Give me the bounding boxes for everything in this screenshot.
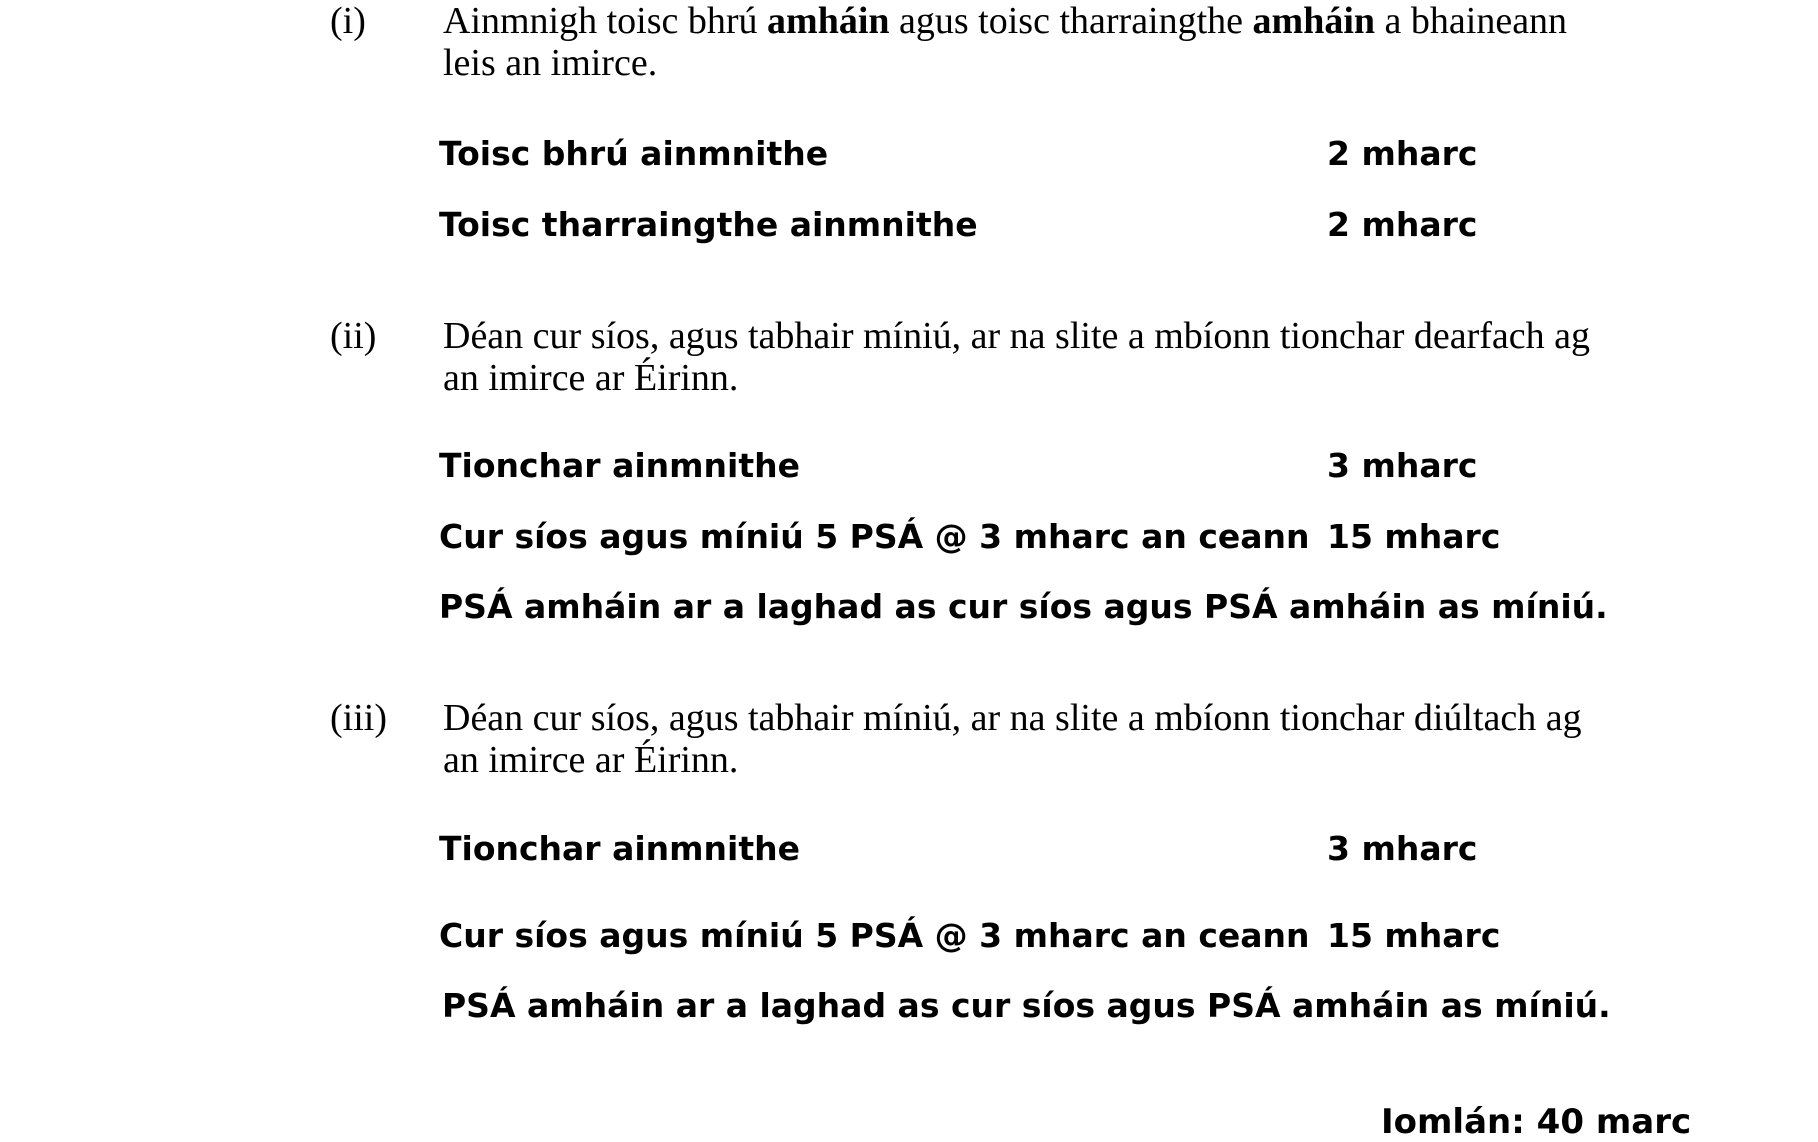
emphasis-text: amháin [1252,0,1376,42]
question-text: Déan cur síos, agus tabhair míniú, ar na slite a mbíonn tionchar dearfach ag an imirce ar Éirinn. [443,315,1590,399]
mark-value: 15 mharc [1327,517,1501,556]
mark-value: 15 mharc [1327,916,1501,955]
mark-value: 2 mharc [1327,134,1478,173]
mark-note: PSÁ amháin ar a laghad as cur síos agus PSÁ amháin as míniú. [439,587,1608,626]
emphasis-text: amháin [767,0,890,42]
mark-criterion: Toisc bhrú ainmnithe [439,134,829,173]
mark-value: 3 mharc [1327,829,1478,868]
question-text-part: Ainmnigh toisc bhrú [443,0,768,42]
mark-criterion: Toisc tharraingthe ainmnithe [439,205,978,244]
mark-criterion: Cur síos agus míniú 5 PSÁ @ 3 mharc an ceann [439,517,1310,556]
question-text [443,0,1593,84]
mark-criterion: Cur síos agus míniú 5 PSÁ @ 3 mharc an ceann [439,916,1310,955]
mark-value: 3 mharc [1327,446,1478,485]
question-text-part: a bhaineann leis an imirce. [443,0,1568,84]
question-number: (iii) [330,697,387,739]
mark-criterion: Tionchar ainmnithe [439,446,800,485]
question-text-part: agus toisc tharraingthe [889,0,1253,42]
question-number: (ii) [330,315,377,357]
total-marks: Iomlán: 40 marc [1381,1102,1692,1142]
question-number: (i) [330,0,366,42]
question-text: Déan cur síos, agus tabhair míniú, ar na slite a mbíonn tionchar diúltach ag an imirce ar Éirinn. [443,697,1582,781]
mark-note: PSÁ amháin ar a laghad as cur síos agus PSÁ amháin as míniú. [442,986,1611,1025]
mark-value: 2 mharc [1327,205,1478,244]
mark-criterion: Tionchar ainmnithe [439,829,800,868]
